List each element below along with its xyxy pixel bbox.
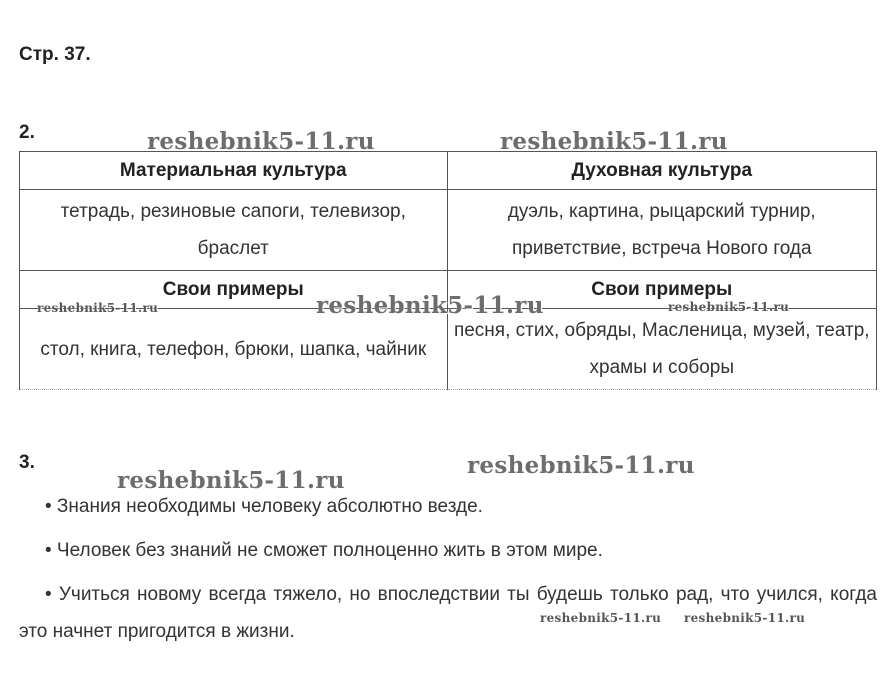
watermark: reshebnik5-11.ru: [37, 301, 159, 315]
subheader-own-examples-right: Свои примеры: [447, 271, 876, 309]
culture-table: [19, 151, 877, 390]
table-row: [20, 190, 877, 271]
watermark: reshebnik5-11.ru: [540, 611, 662, 625]
task-3-number: 3.: [19, 452, 35, 473]
header-spiritual-culture: Духовная культура: [447, 152, 876, 190]
watermark: reshebnik5-11.ru: [500, 128, 728, 155]
spiritual-examples-cell: дуэль, картина, рыцарский турнир, приветствие, встреча Нового года: [447, 190, 876, 271]
watermark: reshebnik5-11.ru: [316, 292, 544, 319]
watermark: reshebnik5-11.ru: [467, 452, 695, 479]
task-3-answers: [19, 488, 877, 650]
header-material-culture: Материальная культура: [20, 152, 448, 190]
task-2-number: 2.: [19, 122, 35, 143]
watermark: reshebnik5-11.ru: [117, 467, 345, 494]
own-spiritual-examples-cell: песня, стих, обряды, Масленица, музей, театр, храмы и соборы: [447, 309, 876, 390]
own-material-examples-cell: стол, книга, телефон, брюки, шапка, чайник: [20, 309, 448, 390]
answer-bullet: • Знания необходимы человеку абсолютно везде.: [45, 496, 483, 517]
watermark: reshebnik5-11.ru: [668, 300, 790, 314]
page-heading: Стр. 37.: [19, 44, 91, 65]
answer-bullet: • Учиться новому всегда тяжело, но впоследствии ты будешь только рад, что учился, когда это начнет пригодится в жизни.: [19, 584, 877, 642]
watermark: reshebnik5-11.ru: [684, 611, 806, 625]
subheader-own-examples-left: Свои примеры: [20, 271, 448, 309]
answer-bullet: • Человек без знаний не сможет полноценно жить в этом мире.: [45, 540, 603, 561]
table-header-row: [20, 152, 877, 190]
watermark: reshebnik5-11.ru: [147, 128, 375, 155]
table-row: [20, 309, 877, 390]
material-examples-cell: тетрадь, резиновые сапоги, телевизор, браслет: [20, 190, 448, 271]
